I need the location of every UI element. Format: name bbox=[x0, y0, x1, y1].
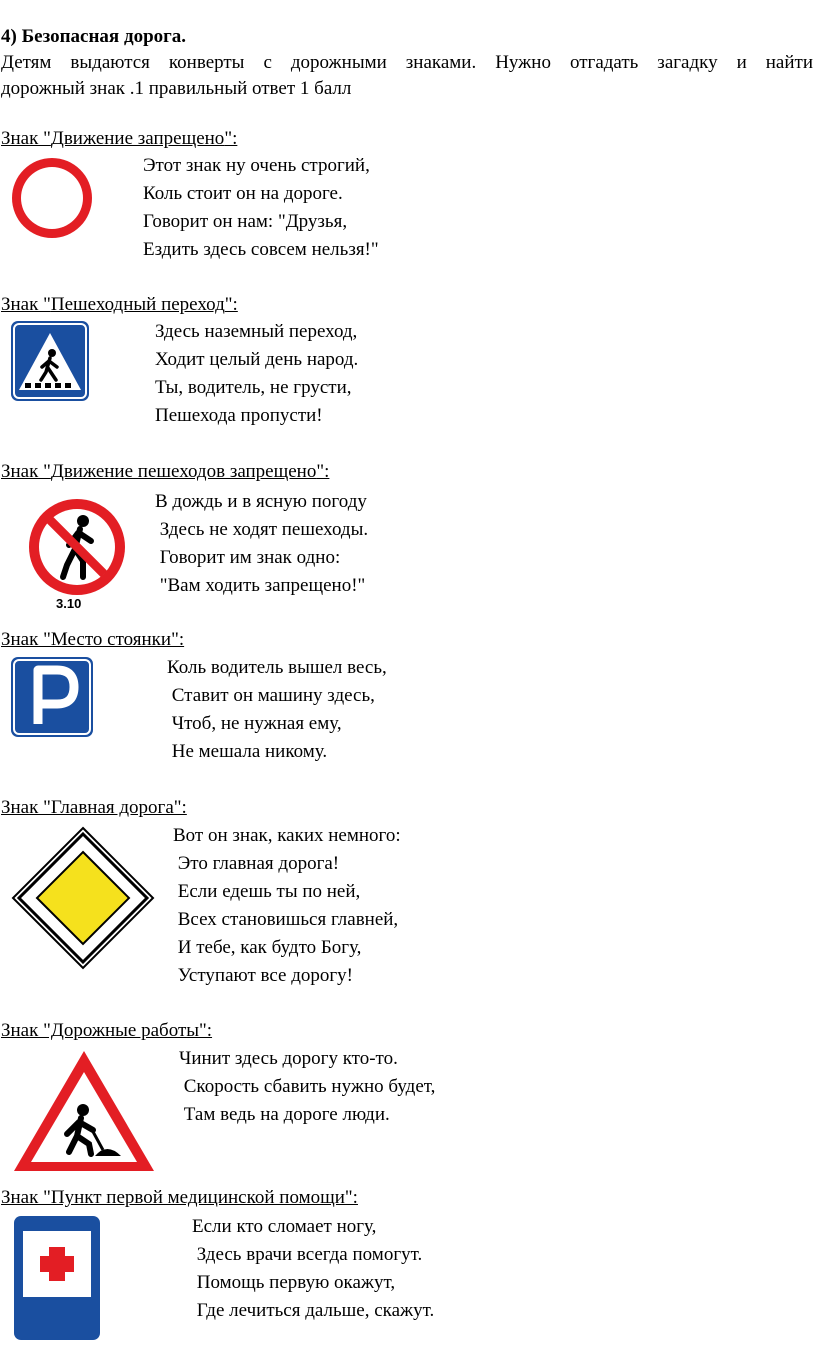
poem-line: Ездить здесь совсем нельзя!" bbox=[143, 239, 379, 260]
pedestrian-crossing-sign-icon bbox=[10, 320, 90, 402]
section-heading: Знак "Дорожные работы": bbox=[1, 1020, 213, 1041]
poem-line: Там ведь на дороге люди. bbox=[179, 1104, 390, 1125]
poem-line: Говорит им знак одно: bbox=[155, 547, 341, 568]
poem-line: "Вам ходить запрещено!" bbox=[155, 575, 366, 596]
poem-line: Это главная дорога! bbox=[173, 853, 340, 874]
section-heading: Знак "Главная дорога": bbox=[1, 797, 187, 818]
page-title: 4) Безопасная дорога. bbox=[1, 26, 187, 47]
poem-line: Коль стоит он на дороге. bbox=[143, 183, 343, 204]
poem-line: Говорит он нам: "Друзья, bbox=[143, 211, 348, 232]
poem-line: Где лечиться дальше, скажут. bbox=[192, 1300, 435, 1321]
poem bbox=[155, 318, 358, 430]
poem-line: Всех становишься главней, bbox=[173, 909, 399, 930]
poem-line: В дождь и в ясную погоду bbox=[155, 491, 367, 512]
poem bbox=[173, 822, 401, 990]
parking-sign-icon bbox=[10, 656, 94, 738]
section-heading: Знак "Пешеходный переход": bbox=[1, 294, 238, 315]
poem bbox=[179, 1045, 435, 1129]
no-pedestrians-sign-icon bbox=[25, 497, 129, 597]
section-heading: Знак "Место стоянки": bbox=[1, 629, 185, 650]
intro-paragraph bbox=[1, 50, 813, 102]
poem-line: Чинит здесь дорогу кто-то. bbox=[179, 1048, 398, 1069]
poem-line: Пешехода пропусти! bbox=[155, 405, 323, 426]
no-vehicles-sign-icon bbox=[10, 156, 94, 240]
poem bbox=[143, 152, 379, 264]
poem-line: Если едешь ты по ней, bbox=[173, 881, 361, 902]
poem bbox=[192, 1213, 434, 1325]
section-heading: Знак "Пункт первой медицинской помощи": bbox=[1, 1187, 358, 1208]
poem-line: Помощь первую окажут, bbox=[192, 1272, 396, 1293]
poem-line: Здесь врачи всегда помогут. bbox=[192, 1244, 423, 1265]
section-heading: Знак "Движение запрещено": bbox=[1, 128, 238, 149]
poem-line: Этот знак ну очень строгий, bbox=[143, 155, 370, 176]
poem bbox=[155, 488, 368, 600]
road-works-sign-icon bbox=[11, 1048, 157, 1174]
main-road-sign-icon bbox=[10, 825, 156, 971]
poem-line: Не мешала никому. bbox=[167, 741, 328, 762]
poem-line: Ходит целый день народ. bbox=[155, 349, 359, 370]
poem-line: Если кто сломает ногу, bbox=[192, 1216, 377, 1237]
poem-line: Здесь не ходят пешеходы. bbox=[155, 519, 369, 540]
first-aid-sign-icon bbox=[13, 1215, 101, 1341]
poem-line: Чтоб, не нужная ему, bbox=[167, 713, 342, 734]
poem bbox=[167, 654, 387, 766]
poem-line: Ты, водитель, не грусти, bbox=[155, 377, 352, 398]
poem-line: И тебе, как будто Богу, bbox=[173, 937, 362, 958]
poem-line: Здесь наземный переход, bbox=[155, 321, 358, 342]
intro-line: Детям выдаются конверты с дорожными знаками. Нужно отгадать загадку и найти bbox=[1, 52, 813, 73]
sign-caption: 3.10 bbox=[56, 596, 82, 611]
poem-line: Вот он знак, каких немного: bbox=[173, 825, 401, 846]
intro-line: дорожный знак .1 правильный ответ 1 балл bbox=[1, 78, 352, 99]
section-heading: Знак "Движение пешеходов запрещено": bbox=[1, 461, 330, 482]
poem-line: Коль водитель вышел весь, bbox=[167, 657, 387, 678]
poem-line: Уступают все дорогу! bbox=[173, 965, 353, 986]
poem-line: Скорость сбавить нужно будет, bbox=[179, 1076, 436, 1097]
poem-line: Ставит он машину здесь, bbox=[167, 685, 375, 706]
